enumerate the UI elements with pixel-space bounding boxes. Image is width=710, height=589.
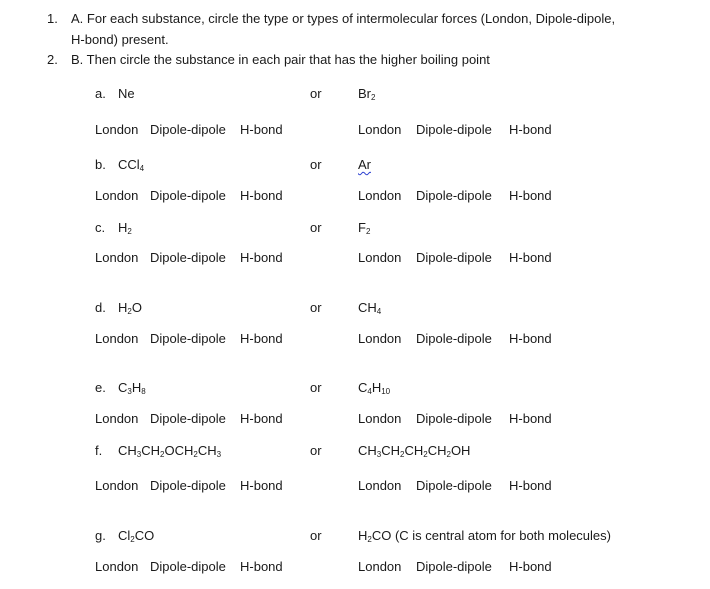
london-option[interactable]: London	[95, 331, 139, 346]
dipole-dipole-option[interactable]: Dipole-dipole	[416, 478, 492, 493]
left-substance-wrapper	[118, 220, 132, 235]
right-force-options-b	[358, 188, 552, 203]
dipole-dipole-option[interactable]: Dipole-dipole	[416, 122, 492, 137]
h-bond-option[interactable]: H-bond	[509, 559, 552, 574]
h-bond-option[interactable]: H-bond	[509, 331, 552, 346]
h-bond-option[interactable]: H-bond	[240, 559, 283, 574]
list-number-2: 2.	[47, 52, 58, 67]
h-bond-option[interactable]: H-bond	[240, 411, 283, 426]
london-option[interactable]: London	[358, 250, 402, 265]
item-label-b: b.	[95, 157, 106, 172]
right-substance-b[interactable]: Ar	[358, 157, 371, 172]
left-substance-a[interactable]: Ne	[118, 86, 135, 101]
right-substance-d[interactable]: $CH_4$	[358, 300, 382, 316]
right-substance-wrapper	[358, 380, 390, 395]
left-force-options-d	[95, 331, 283, 346]
or-connector: or	[310, 157, 322, 172]
item-label-g: g.	[95, 528, 106, 543]
or-connector: or	[310, 380, 322, 395]
h-bond-option[interactable]: H-bond	[509, 188, 552, 203]
london-option[interactable]: London	[358, 122, 402, 137]
dipole-dipole-option[interactable]: Dipole-dipole	[416, 250, 492, 265]
right-substance-wrapper	[358, 86, 375, 101]
london-option[interactable]: London	[358, 411, 402, 426]
h-bond-option[interactable]: H-bond	[240, 478, 283, 493]
dipole-dipole-option[interactable]: Dipole-dipole	[150, 188, 226, 203]
h-bond-option[interactable]: H-bond	[509, 122, 552, 137]
left-substance-g[interactable]: $Cl_2CO$	[118, 528, 155, 544]
or-connector: or	[310, 443, 322, 458]
dipole-dipole-option[interactable]: Dipole-dipole	[416, 559, 492, 574]
dipole-dipole-option[interactable]: Dipole-dipole	[150, 331, 226, 346]
h-bond-option[interactable]: H-bond	[509, 250, 552, 265]
left-force-options-f	[95, 478, 283, 493]
left-substance-b[interactable]: CCl$_4$	[118, 157, 145, 173]
item-label-e: e.	[95, 380, 106, 395]
right-substance-g[interactable]: $H_2CO$ (C is central atom for both molecules)	[358, 528, 611, 544]
or-connector: or	[310, 300, 322, 315]
left-substance-wrapper	[118, 528, 154, 543]
h-bond-option[interactable]: H-bond	[240, 122, 283, 137]
dipole-dipole-option[interactable]: Dipole-dipole	[150, 122, 226, 137]
left-substance-wrapper	[118, 443, 221, 458]
london-option[interactable]: London	[358, 478, 402, 493]
left-substance-c[interactable]: $H_2$	[118, 220, 132, 236]
or-connector: or	[310, 528, 322, 543]
london-option[interactable]: London	[95, 122, 139, 137]
item-label-a: a.	[95, 86, 106, 101]
dipole-dipole-option[interactable]: Dipole-dipole	[416, 188, 492, 203]
right-force-options-a	[358, 122, 552, 137]
left-substance-wrapper	[118, 86, 135, 101]
left-substance-wrapper	[118, 380, 146, 395]
right-substance-e[interactable]: $C_4H_{10}$	[358, 380, 391, 396]
h-bond-option[interactable]: H-bond	[509, 411, 552, 426]
left-force-options-c	[95, 250, 283, 265]
left-force-options-b	[95, 188, 283, 203]
or-connector: or	[310, 220, 322, 235]
instruction-2: B. Then circle the substance in each pair that has the higher boiling point	[71, 52, 490, 67]
right-substance-c[interactable]: $F_2$	[358, 220, 371, 236]
dipole-dipole-option[interactable]: Dipole-dipole	[416, 411, 492, 426]
left-substance-d[interactable]: $H_2O$	[118, 300, 142, 316]
left-force-options-g	[95, 559, 283, 574]
london-option[interactable]: London	[95, 559, 139, 574]
dipole-dipole-option[interactable]: Dipole-dipole	[150, 478, 226, 493]
london-option[interactable]: London	[358, 331, 402, 346]
left-substance-wrapper	[118, 300, 142, 315]
dipole-dipole-option[interactable]: Dipole-dipole	[150, 250, 226, 265]
h-bond-option[interactable]: H-bond	[240, 188, 283, 203]
or-connector: or	[310, 86, 322, 101]
instruction-1-line1: A. For each substance, circle the type or types of intermolecular forces (London, Dipole-dipole,	[71, 11, 616, 26]
right-substance-wrapper	[358, 528, 611, 543]
item-label-c: c.	[95, 220, 106, 235]
london-option[interactable]: London	[95, 188, 139, 203]
left-force-options-e	[95, 411, 283, 426]
london-option[interactable]: London	[95, 478, 139, 493]
london-option[interactable]: London	[358, 188, 402, 203]
right-substance-wrapper	[358, 220, 370, 235]
item-label-f: f.	[95, 443, 103, 458]
right-substance-f[interactable]: $CH_3CH_2CH_2CH_2OH$	[358, 443, 471, 459]
right-force-options-f	[358, 478, 552, 493]
left-substance-f[interactable]: $CH_3CH_2OCH_2CH_3$	[118, 443, 222, 459]
right-force-options-d	[358, 331, 552, 346]
right-force-options-g	[358, 559, 552, 574]
left-force-options-a	[95, 122, 283, 137]
dipole-dipole-option[interactable]: Dipole-dipole	[150, 411, 226, 426]
london-option[interactable]: London	[358, 559, 402, 574]
dipole-dipole-option[interactable]: Dipole-dipole	[416, 331, 492, 346]
london-option[interactable]: London	[95, 411, 139, 426]
h-bond-option[interactable]: H-bond	[509, 478, 552, 493]
london-option[interactable]: London	[95, 250, 139, 265]
right-substance-wrapper	[358, 443, 470, 458]
left-substance-e[interactable]: $C_3H_8$	[118, 380, 146, 396]
right-force-options-e	[358, 411, 552, 426]
right-substance-wrapper	[358, 157, 371, 172]
right-force-options-c	[358, 250, 552, 265]
right-substance-wrapper	[358, 300, 381, 315]
list-number-1: 1.	[47, 11, 58, 26]
h-bond-option[interactable]: H-bond	[240, 331, 283, 346]
right-substance-a[interactable]: $Br_2$	[358, 86, 376, 102]
dipole-dipole-option[interactable]: Dipole-dipole	[150, 559, 226, 574]
h-bond-option[interactable]: H-bond	[240, 250, 283, 265]
instruction-1-line2: H-bond) present.	[71, 32, 169, 47]
left-substance-wrapper	[118, 157, 144, 172]
item-label-d: d.	[95, 300, 106, 315]
